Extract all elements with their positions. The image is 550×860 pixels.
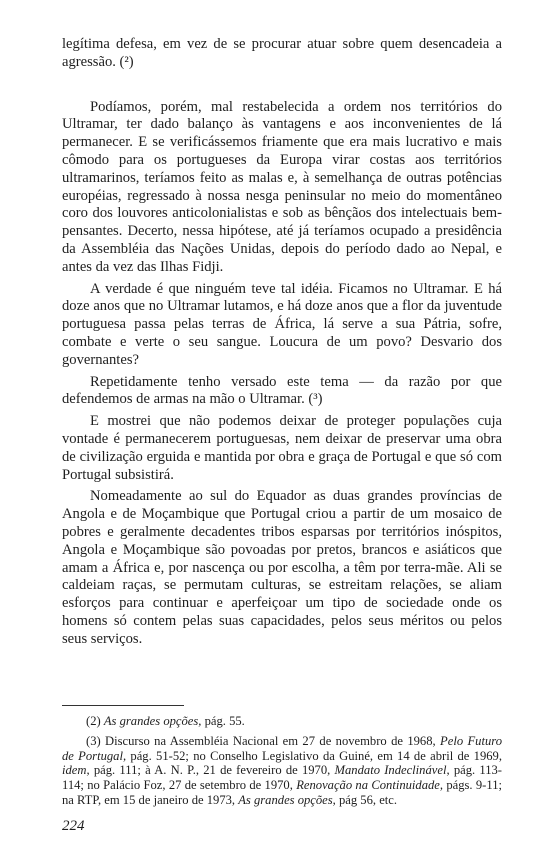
footnote-text: pág. 55.	[201, 714, 245, 728]
page-number: 224	[62, 818, 85, 834]
footnote-title: idem,	[62, 763, 90, 778]
footnote	[62, 714, 502, 729]
footnote-title: Renovação na Continuidade,	[296, 778, 444, 793]
footnote-title: As grandes opções,	[103, 714, 202, 728]
footnote-title: Mandato Indeclinável,	[334, 763, 450, 778]
footnote-text: págs. 9-11; na RTP, em 15 de janeiro de 1973,	[62, 778, 502, 807]
footnote-text: pág 56, etc.	[335, 792, 398, 807]
footnotes	[62, 714, 502, 808]
footnote-title: Pelo Futuro de Portugal,	[62, 733, 502, 763]
footnote-divider	[62, 705, 184, 706]
footnote-title: As grandes opções,	[238, 792, 336, 807]
footnote-text: pág. 51-52; no Conselho Legislativo da Guiné, em 14 de abril de 1969,	[126, 748, 503, 763]
paragraph: A verdade é que ninguém teve tal idéia. Ficamos no Ultramar. E há doze anos que no Ultramar lutamos, e há doze anos que a flor da juventude portuguesa passa pelas terras de África, lá serve a sua Pátria, sofre, combate e verte o seu sangue. Loucura de um povo? Desvario dos governantes?	[62, 280, 502, 368]
footnote-text: pág. 113-114; no Palácio Foz, 27 de setembro de 1970,	[62, 763, 503, 793]
body-text	[62, 36, 502, 649]
paragraph: Repetidamente tenho versado este tema — da razão por que defendemos de armas na mão o Ultramar. (³)	[62, 373, 502, 408]
paragraph: E mostrei que não podemos deixar de proteger populações cuja vontade é permanecerem portuguesas, nem deixar de preservar uma obra de civilização erguida e mantida por obra e graça de Portugal e que só com Portugal subsistirá.	[62, 413, 502, 483]
paragraph: Nomeadamente ao sul do Equador as duas grandes províncias de Angola e de Moçambique que Portugal criou a partir de um mosaico de pobres e geralmente decadentes tribos esparsas por territórios inóspitos, Angola e Moçambique são povoadas por pretos, brancos e asiáticos que amam a África e, por nascença ou por escolha, a têm por terra-mãe. Ali se caldeiam raças, se permutam culturas, se estreitam relações, se aliam esforços para continuar e aperfeiçoar um tipo de sociedade onde os homens só contem pelas suas capacidades, pelos seus méritos ou pelos seus serviços.	[62, 488, 502, 647]
footnote-text: (2)	[86, 714, 104, 728]
footnote-text: pág. 111; à A. N. P., 21 de fevereiro de 1970,	[89, 763, 335, 778]
footnote-text: (3) Discurso na Assembléia Nacional em 27 de novembro de 1968,	[86, 733, 441, 748]
footnote	[62, 734, 502, 808]
paragraph-continuation: legítima defesa, em vez de se procurar atuar sobre quem desencadeia a agressão. (²)	[62, 36, 502, 70]
paragraph: Podíamos, porém, mal restabelecida a ordem nos territórios do Ultramar, ter dado balanço às vantagens e aos inconvenientes de lá permanecer. E se verificássemos friamente que era mais lucrativo e mais cômodo para os portugueses da Europa virar costas aos territórios ultramarinos, teríamos feito as malas e, à semelhança de outras potências européias, regressado à nossa nesga peninsular no meio do momentâneo coro dos louvores anticolonialistas e sob as bênçãos dos intelectuais bem-pensantes. Decerto, nessa hipótese, até já teríamos ocupado a presidência da Assembléia das Nações Unidas, depois do período dado ao Nepal, e antes da vez das Ilhas Fidji.	[62, 98, 502, 275]
